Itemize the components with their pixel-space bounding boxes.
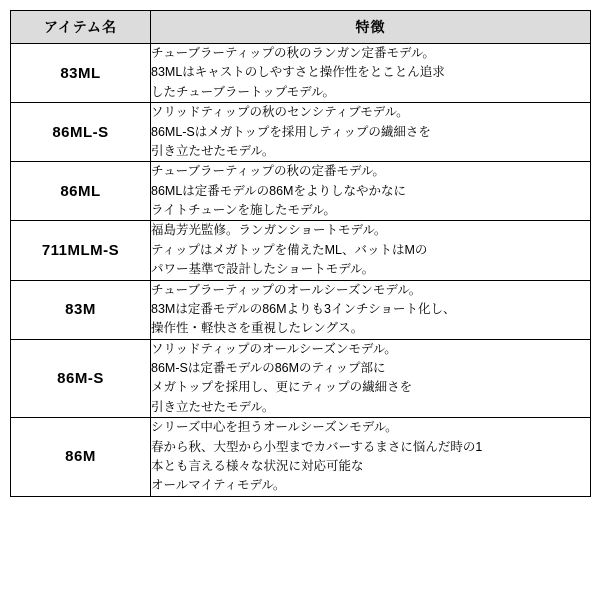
item-name: 86M-S <box>11 339 151 418</box>
feature-line: 86M-Sは定番モデルの86Mのティップ部に <box>151 361 386 375</box>
table-row <box>11 103 591 162</box>
feature-line: 福島芳光監修。ランガンショートモデル。 <box>151 223 387 238</box>
feature-line: 83Mは定番モデルの86Mよりも3インチショート化し、 <box>151 301 456 316</box>
feature-line: メガトップを採用し、更にティップの繊細さを <box>151 380 413 395</box>
feature-line: パワー基準で設計したショートモデル。 <box>151 262 375 277</box>
feature-line: 操作性・軽快さを重視したレングス。 <box>151 321 364 336</box>
feature-line: ライトチューンを施したモデル。 <box>151 203 336 217</box>
header-row <box>11 11 591 44</box>
table-row <box>11 162 591 221</box>
feature-line: 引き立たせたモデル。 <box>151 143 275 158</box>
feature-line: チューブラーティップの秋の定番モデル。 <box>151 164 385 179</box>
item-features <box>151 221 591 280</box>
item-name: 86M <box>11 418 151 497</box>
spec-table <box>10 10 591 497</box>
feature-line: 本とも言える様々な状況に対応可能な <box>151 458 364 473</box>
table-row <box>11 418 591 497</box>
item-name: 711MLM-S <box>11 221 151 280</box>
feature-line: チューブラーティップのオールシーズンモデル。 <box>151 282 422 297</box>
feature-line: オールマイティモデル。 <box>151 478 286 493</box>
feature-line: したチューブラートップモデル。 <box>151 84 336 99</box>
table-row <box>11 221 591 280</box>
feature-line: 83MLはキャストのしやすさと操作性をとことん追求 <box>151 65 445 80</box>
feature-line: ソリッドティップの秋のセンシティブモデル。 <box>151 105 409 120</box>
feature-line: ソリッドティップのオールシーズンモデル。 <box>151 341 397 356</box>
item-features <box>151 162 591 221</box>
feature-line: 86MLは定番モデルの86Mをよりしなやかなに <box>151 183 406 198</box>
item-features <box>151 280 591 339</box>
item-name: 86ML-S <box>11 103 151 162</box>
item-name: 83ML <box>11 44 151 103</box>
feature-line: 引き立たせたモデル。 <box>151 399 275 414</box>
item-features <box>151 44 591 103</box>
header-item-name: アイテム名 <box>11 11 151 44</box>
feature-line: ティップはメガトップを備えたML、バットはMの <box>151 242 428 257</box>
table-row <box>11 44 591 103</box>
feature-line: チューブラーティップの秋のランガン定番モデル。 <box>151 46 435 60</box>
item-features <box>151 418 591 497</box>
item-name: 86ML <box>11 162 151 221</box>
feature-line: 86ML-Sはメガトップを採用しティップの繊細さを <box>151 124 431 139</box>
header-features: 特徴 <box>151 11 591 44</box>
table-header <box>11 11 591 44</box>
item-name: 83M <box>11 280 151 339</box>
feature-line: シリーズ中心を担うオールシーズンモデル。 <box>151 420 398 435</box>
feature-line: 春から秋、大型から小型までカバーするまさに悩んだ時の1 <box>151 439 483 454</box>
item-features <box>151 339 591 418</box>
table-body <box>11 44 591 497</box>
table-row <box>11 280 591 339</box>
item-features <box>151 103 591 162</box>
table-row <box>11 339 591 418</box>
